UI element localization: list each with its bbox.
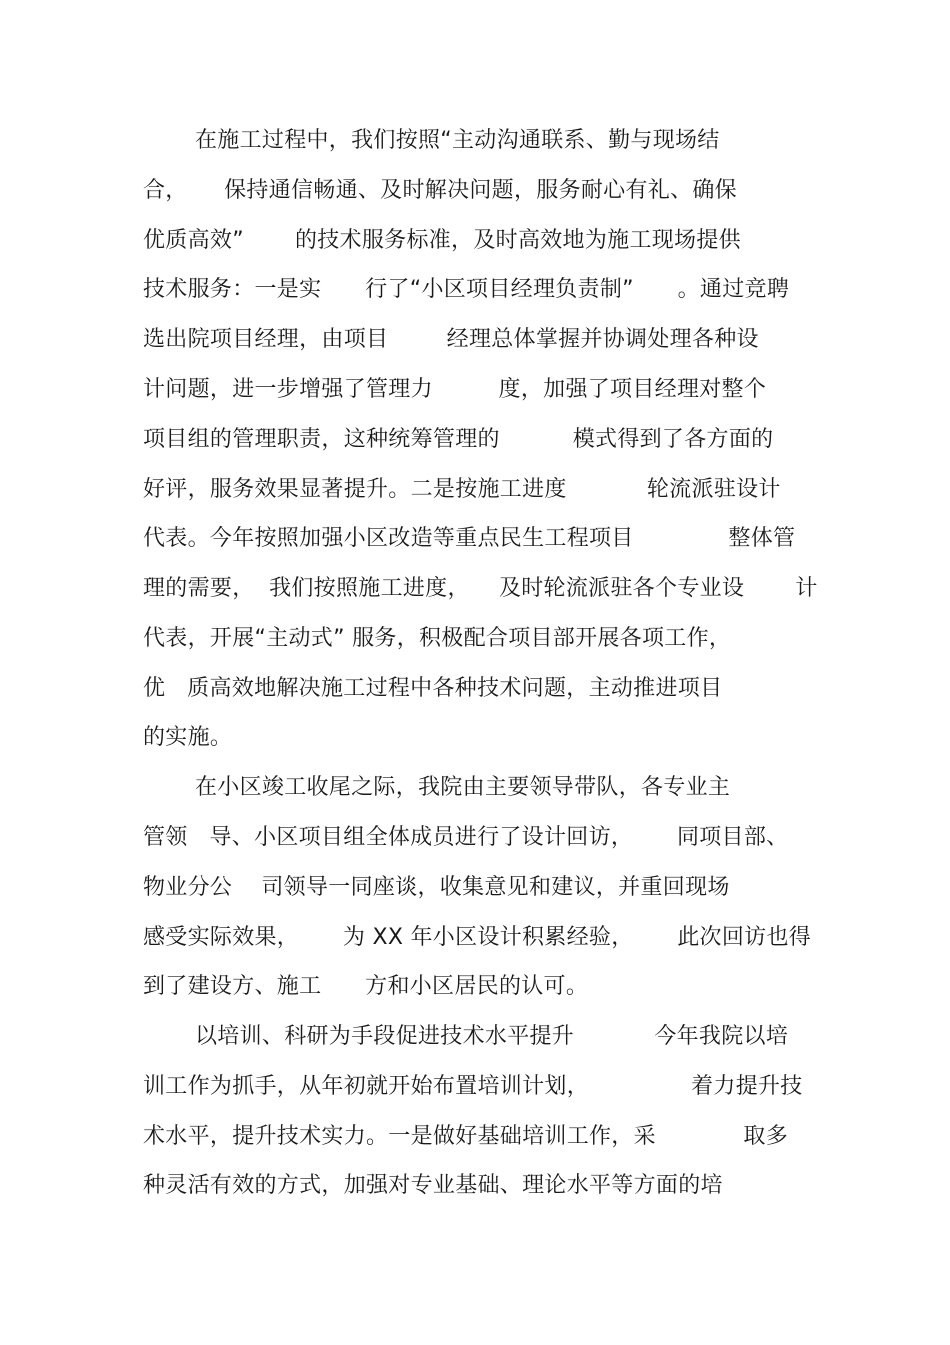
paragraph-1-line-9: 代表。今年按照加强小区改造等重点民生工程项目 整体管 [143, 526, 796, 551]
paragraph-2-line-5: 到了建设方、施工 方和小区居民的认可。 [143, 974, 589, 999]
paragraph-1-line-8: 好评，服务效果显著提升。二是按施工进度 轮流派驻设计 [143, 477, 781, 502]
paragraph-1-line-4: 技术服务：一是实 行了“小区项目经理负责制” 。通过竞聘 [143, 277, 790, 302]
paragraph-3-line-4: 种灵活有效的方式，加强对专业基础、理论水平等方面的培 [143, 1173, 723, 1198]
paragraph-1-line-11: 代表，开展“主动式” 服务，积极配合项目部开展各项工作， [143, 626, 732, 651]
paragraph-1-line-3: 优质高效” 的技术服务标准，及时高效地为施工现场提供 [143, 228, 741, 253]
paragraph-1-line-13: 的实施。 [143, 725, 233, 750]
paragraph-2-line-4: 感受实际效果， 为 XX 年小区设计积累经验， 此次回访也得 [143, 925, 812, 950]
paragraph-1-line-7: 项目组的管理职责，这种统筹管理的 模式得到了各方面的 [143, 427, 774, 452]
paragraph-3-line-3: 术水平，提升技术实力。一是做好基础培训工作，采 取多 [143, 1124, 789, 1149]
paragraph-2-line-2: 管领 导、小区项目组全体成员进行了设计回访， 同项目部、 [143, 825, 789, 850]
paragraph-1-line-10: 理的需要， 我们按照施工进度， 及时轮流派驻各个专业设 计 [143, 576, 818, 601]
paragraph-3-line-2: 训工作为抓手，从年初就开始布置培训计划， 着力提升技 [143, 1074, 803, 1099]
paragraph-1-line-6: 计问题，进一步增强了管理力 度，加强了项目经理对整个 [143, 377, 767, 402]
paragraph-1-line-1: 在施工过程中，我们按照“主动沟通联系、勤与现场结 [195, 128, 720, 153]
paragraph-1-line-5: 选出院项目经理，由项目 经理总体掌握并协调处理各种设 [143, 327, 759, 352]
paragraph-3-line-1: 以培训、科研为手段促进技术水平提升 今年我院以培 [195, 1024, 789, 1049]
paragraph-2-line-1: 在小区竣工收尾之际，我院由主要领导带队，各专业主 [195, 775, 731, 800]
paragraph-2-line-3: 物业分公 司领导一同座谈，收集意见和建议，并重回现场 [143, 875, 730, 900]
paragraph-1-line-12: 优 质高效地解决施工过程中各种技术问题，主动推进项目 [143, 676, 723, 701]
paragraph-1-line-2: 合， 保持通信畅通、及时解决问题，服务耐心有礼、确保 [143, 178, 737, 203]
